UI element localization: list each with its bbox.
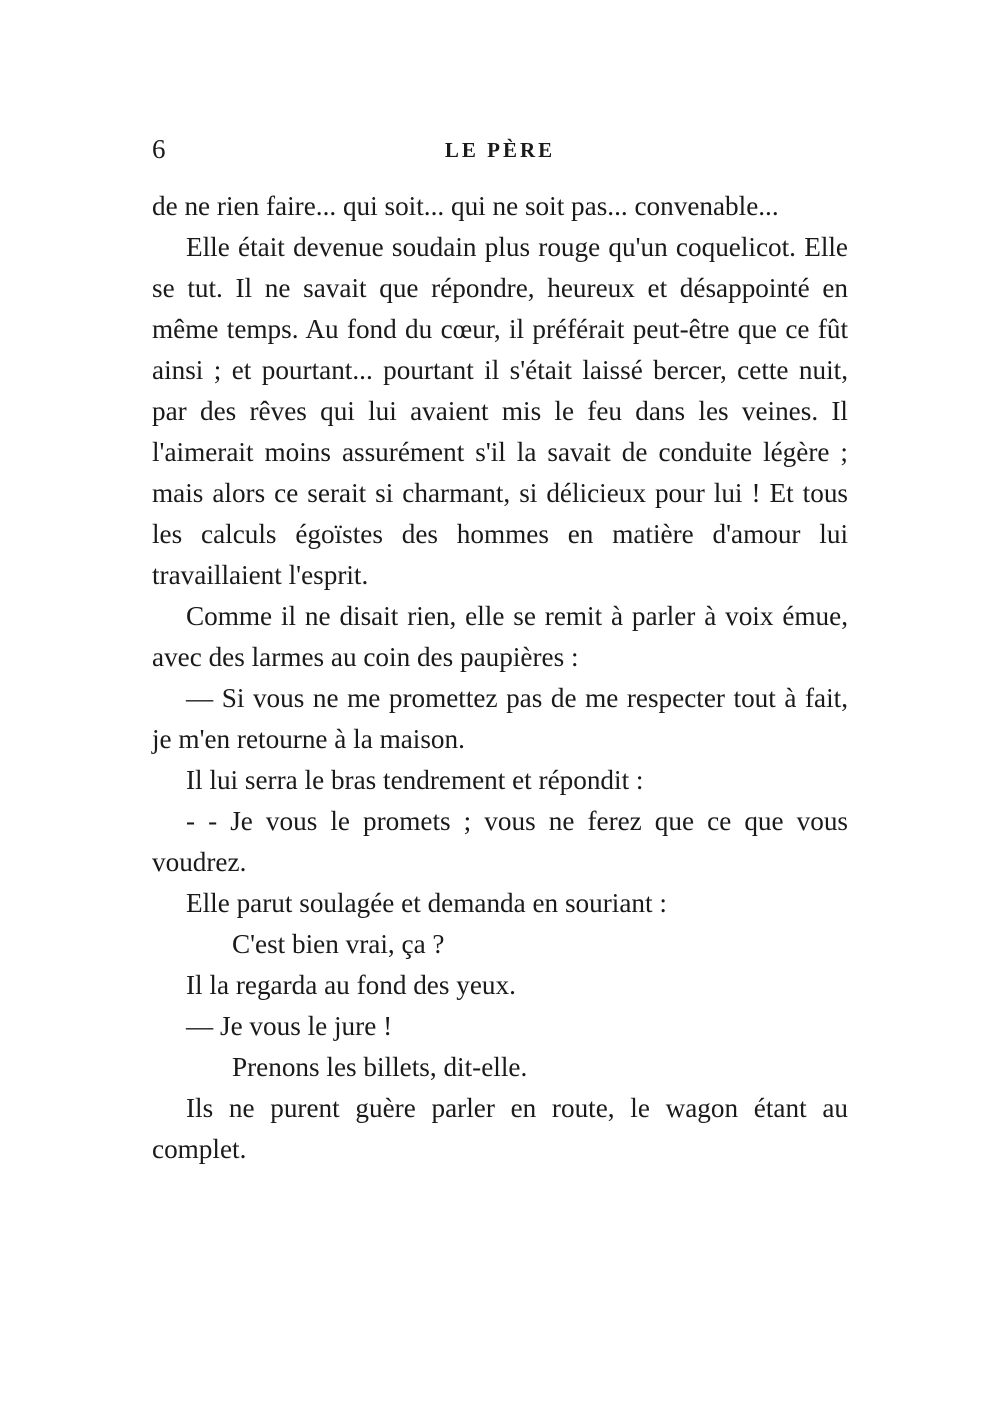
paragraph-3: Comme il ne disait rien, elle se remit à parler à voix émue, avec des larmes au coin des paupières :	[152, 601, 848, 672]
paragraph-7: Elle parut soulagée et demanda en souriant :	[186, 888, 667, 918]
paragraph-11: Prenons les billets, dit-elle.	[232, 1052, 528, 1082]
paragraph-6: - - Je vous le promets ; vous ne ferez que ce que vous voudrez.	[152, 806, 848, 877]
paragraph-12: Ils ne purent guère parler en route, le wagon étant au complet.	[152, 1093, 848, 1164]
paragraph-2: Elle était devenue soudain plus rouge qu'un coquelicot. Elle se tut. Il ne savait que répondre, heureux et désappointé en même temps. Au fond du cœur, il préférait peut-être que ce fût ainsi ; et pourtant... pourtant il s'était laissé bercer, cette nuit, par des rêves qui lui avaient mis le feu dans les veines. Il l'aimerait moins assurément s'il la savait de conduite légère ; mais alors ce serait si charmant, si délicieux pour lui ! Et tous les calculs égoïstes des hommes en matière d'amour lui travaillaient l'esprit.	[152, 232, 848, 590]
paragraph-8: C'est bien vrai, ça ?	[232, 929, 445, 959]
running-title: LE PÈRE	[444, 138, 556, 162]
book-page	[152, 132, 848, 1170]
paragraph-9: Il la regarda au fond des yeux.	[186, 970, 516, 1000]
paragraph-5: Il lui serra le bras tendrement et répondit :	[186, 765, 644, 795]
paragraph-4: — Si vous ne me promettez pas de me respecter tout à fait, je m'en retourne à la maison.	[152, 683, 848, 754]
paragraph-1: de ne rien faire... qui soit... qui ne soit pas... convenable...	[152, 191, 779, 221]
page-number: 6	[152, 134, 166, 164]
paragraph-10: — Je vous le jure !	[186, 1011, 393, 1041]
page-header	[152, 132, 848, 172]
body-text	[152, 186, 848, 1170]
